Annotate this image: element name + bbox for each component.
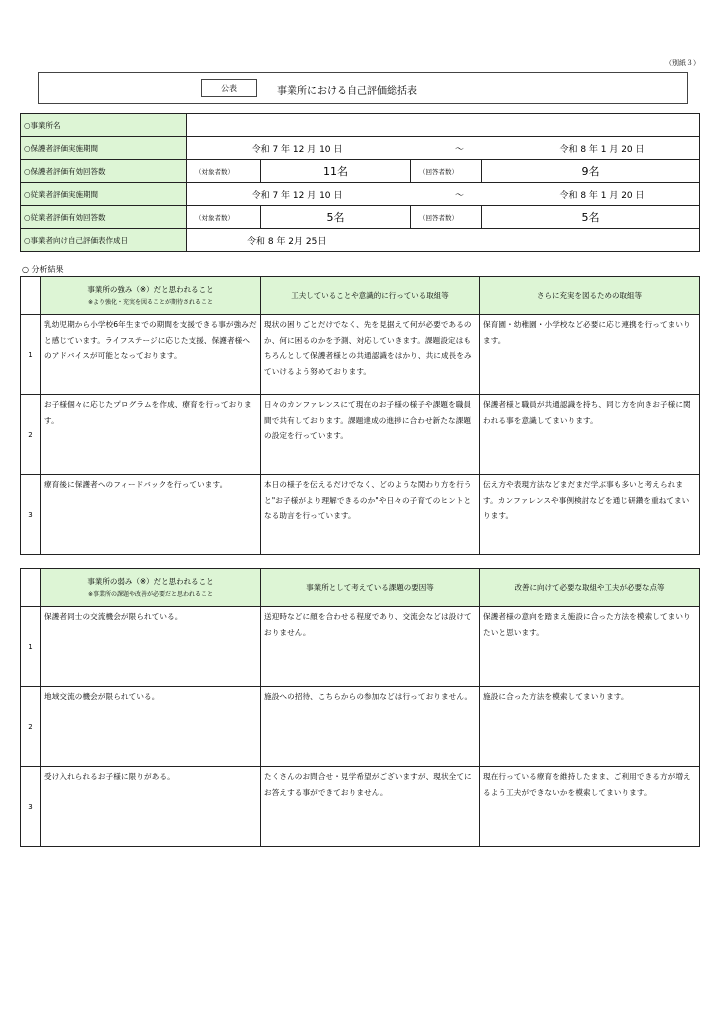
- strengths-header-2: 工夫していることや意識的に行っている取組等: [261, 277, 480, 315]
- strengths-header-row: [21, 277, 700, 315]
- strengths-table: [20, 276, 700, 555]
- guardian-period-start: 令和 7 年 12 月 10 日: [251, 144, 343, 155]
- created-date-value: 令和 8 年 2月 25日: [187, 229, 700, 252]
- table-row: [21, 767, 700, 847]
- strengths-header-1-title: 事業所の強み（※）だと思われること: [87, 284, 214, 294]
- staff-target-label: （対象者数）: [187, 206, 261, 229]
- enhancement-cell: 保護者様と職員が共通認識を持ち、同じ方を向きお子様に関われる事を意識してまいります。: [480, 395, 700, 475]
- staff-period-start: 令和 7 年 12 月 10 日: [251, 190, 343, 201]
- page-title: 事業所における自己評価総括表: [277, 86, 417, 97]
- guardian-target-value: 11名: [261, 160, 411, 183]
- weakness-cell: 保護者同士の交流機会が限られている。: [41, 607, 261, 687]
- weaknesses-header-2: 事業所として考えている課題の要因等: [261, 569, 480, 607]
- staff-period-end: 令和 8 年 1 月 20 日: [559, 190, 645, 201]
- row-number: 2: [21, 395, 41, 475]
- guardian-answer-label: （回答者数）: [411, 160, 482, 183]
- strength-cell: 乳幼児期から小学校6年生までの期間を支援できる事が強みだと感じています。ライフステージに応じた支援、保護者様へのアドバイスが可能となっております。: [41, 315, 261, 395]
- weaknesses-header-1-sub: ※事業所の課題や改善が必要だと思われること: [87, 590, 214, 598]
- row-number: 1: [21, 607, 41, 687]
- strength-cell: 療育後に保護者へのフィードバックを行っています。: [41, 475, 261, 555]
- cause-cell: たくさんのお問合せ・見学希望がございますが、現状全てにお答えする事ができておりません。: [261, 767, 480, 847]
- weaknesses-header-row: [21, 569, 700, 607]
- guardian-period-label: ○保護者評価実施期間: [21, 137, 187, 160]
- staff-answer-value: 5名: [482, 206, 700, 229]
- title-box: [38, 72, 688, 104]
- improvement-cell: 保護者様の意向を踏まえ施設に合った方法を模索してまいりたいと思います。: [480, 607, 700, 687]
- staff-target-value: 5名: [261, 206, 411, 229]
- guardian-answer-value: 9名: [482, 160, 700, 183]
- info-row-office: [21, 114, 700, 137]
- info-row-guardian-period: [21, 137, 700, 160]
- effort-cell: 本日の様子を伝えるだけでなく、どのような関わり方を行うと"お子様がより理解できるのか"や日々の子育てのヒントとなる助言を行っています。: [261, 475, 480, 555]
- row-number: 3: [21, 767, 41, 847]
- weakness-cell: 受け入れられるお子様に限りがある。: [41, 767, 261, 847]
- effort-cell: 現状の困りごとだけでなく、先を見据えて何が必要であるのか、何に困るのかを予測、対応していきます。課題設定はもちろんとして保護者様との共通認識をはかり、共に成長をみていけるよう努めております。: [261, 315, 480, 395]
- improvement-cell: 現在行っている療育を維持したまま、ご利用できる方が増えるよう工夫ができないかを模索してまいります。: [480, 767, 700, 847]
- weaknesses-header-3: 改善に向けて必要な取組や工夫が必要な点等: [480, 569, 700, 607]
- enhancement-cell: 保育園・幼稚園・小学校など必要に応じ連携を行ってまいります。: [480, 315, 700, 395]
- guardian-target-label: （対象者数）: [187, 160, 261, 183]
- tilde-symbol: ～: [454, 190, 464, 201]
- row-number: 2: [21, 687, 41, 767]
- cause-cell: 送迎時などに顔を合わせる程度であり、交流会などは設けておりません。: [261, 607, 480, 687]
- info-row-created: [21, 229, 700, 252]
- weakness-cell: 地域交流の機会が限られている。: [41, 687, 261, 767]
- strengths-header-1: [41, 277, 261, 315]
- guardian-count-label: ○保護者評価有効回答数: [21, 160, 187, 183]
- table-row: [21, 395, 700, 475]
- enhancement-cell: 伝え方や表現方法などまだまだ学ぶ事も多いと考えられます。カンファレンスや事例検討などを通じ研鑽を重ねてまいります。: [480, 475, 700, 555]
- attachment-label: （別紙３）: [665, 59, 700, 67]
- table-row: [21, 607, 700, 687]
- info-row-staff-count: [21, 206, 700, 229]
- row-number: 1: [21, 315, 41, 395]
- table-row: [21, 687, 700, 767]
- created-date-label: ○事業者向け自己評価表作成日: [21, 229, 187, 252]
- table-row: [21, 475, 700, 555]
- table-row: [21, 315, 700, 395]
- info-row-guardian-count: [21, 160, 700, 183]
- staff-answer-label: （回答者数）: [411, 206, 482, 229]
- tilde-symbol: ～: [454, 144, 464, 155]
- staff-period-label: ○従業者評価実施期間: [21, 183, 187, 206]
- office-name-value: [187, 114, 700, 137]
- improvement-cell: 施設に合った方法を模索してまいります。: [480, 687, 700, 767]
- staff-count-label: ○従業者評価有効回答数: [21, 206, 187, 229]
- office-name-label: ○事業所名: [21, 114, 187, 137]
- row-number: 3: [21, 475, 41, 555]
- info-row-staff-period: [21, 183, 700, 206]
- public-badge: 公表: [201, 79, 257, 97]
- strengths-header-3: さらに充実を図るための取組等: [480, 277, 700, 315]
- effort-cell: 日々のカンファレンスにて現在のお子様の様子や課題を職員間で共有しております。課題達成の進捗に合わせ新たな課題の設定を行っています。: [261, 395, 480, 475]
- weaknesses-header-1: [41, 569, 261, 607]
- section-title: ○ 分析結果: [22, 265, 64, 274]
- strength-cell: お子様個々に応じたプログラムを作成、療育を行っております。: [41, 395, 261, 475]
- weaknesses-table: [20, 568, 700, 847]
- weaknesses-header-1-title: 事業所の弱み（※）だと思われること: [87, 576, 214, 586]
- strengths-header-1-sub: ※より強化・充実を図ることが期待されること: [87, 298, 214, 306]
- cause-cell: 施設への招待、こちらからの参加などは行っておりません。: [261, 687, 480, 767]
- guardian-period-end: 令和 8 年 1 月 20 日: [559, 144, 645, 155]
- info-table: [20, 113, 700, 252]
